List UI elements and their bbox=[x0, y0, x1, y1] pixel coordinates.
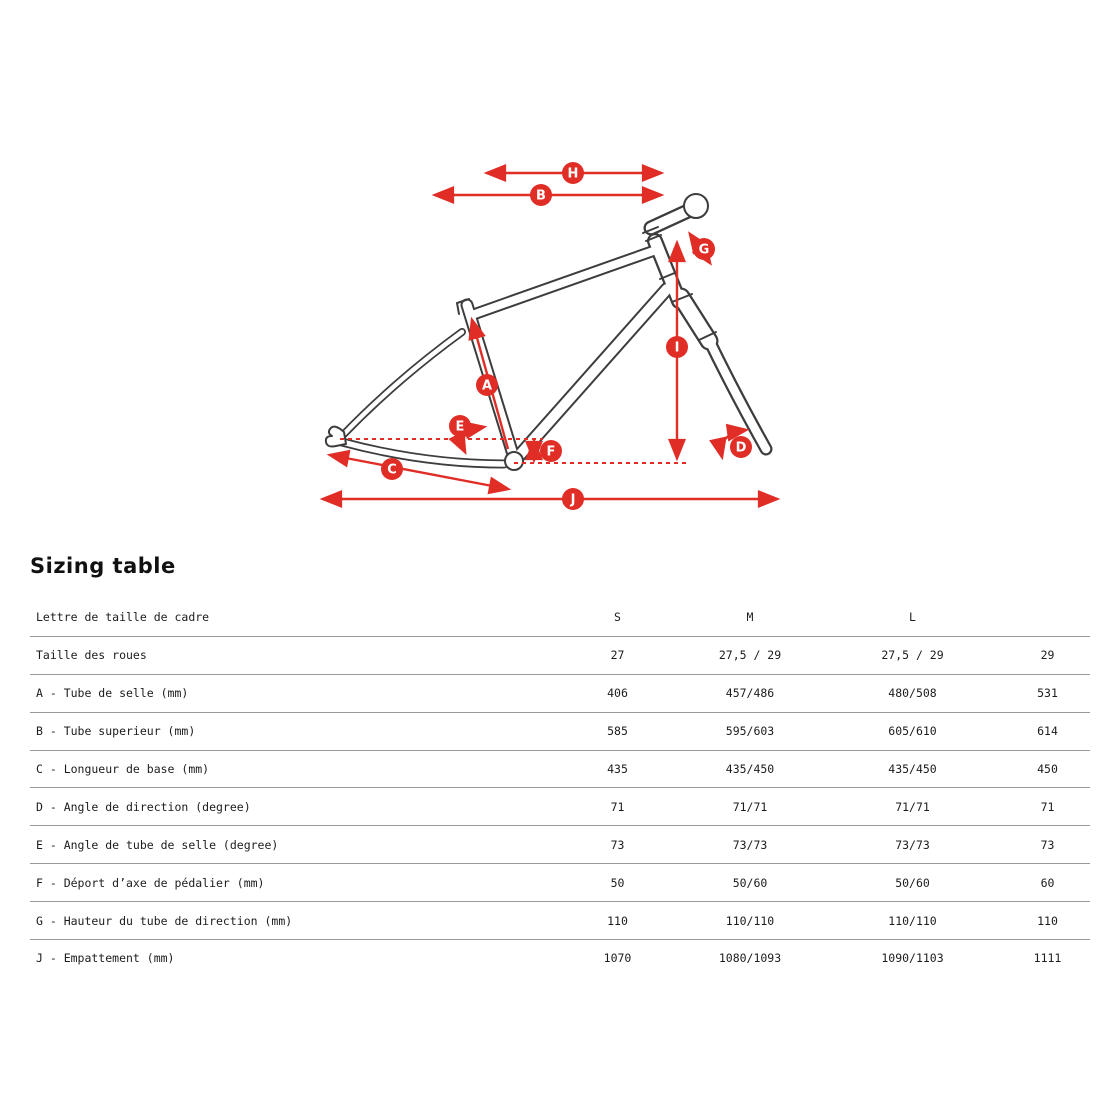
badge-letter-b: B bbox=[536, 188, 546, 204]
header-col-4 bbox=[1005, 599, 1090, 636]
badge-letter-f: F bbox=[546, 444, 556, 460]
badge-i bbox=[666, 336, 688, 358]
row-label: C - Longueur de base (mm) bbox=[30, 750, 555, 788]
cell-value: 110 bbox=[555, 902, 680, 940]
bottom-bracket-circle bbox=[505, 452, 523, 470]
cell-value: 110/110 bbox=[680, 902, 820, 940]
cell-value: 27,5 / 29 bbox=[680, 636, 820, 674]
cell-value: 27,5 / 29 bbox=[820, 636, 1005, 674]
cell-value: 1080/1093 bbox=[718, 951, 782, 966]
row-label: F - Déport d’axe de pédalier (mm) bbox=[30, 864, 555, 902]
cell-value: 435 bbox=[555, 750, 680, 788]
table-row bbox=[30, 940, 1090, 977]
badge-j bbox=[562, 488, 584, 510]
cell-value: 73/73 bbox=[820, 826, 1005, 864]
row-label: A - Tube de selle (mm) bbox=[30, 674, 555, 712]
badge-letter-i: I bbox=[674, 340, 680, 356]
cell-value: 60 bbox=[1005, 864, 1090, 902]
badge-letter-j: J bbox=[570, 492, 576, 508]
row-label: Taille des roues bbox=[30, 636, 555, 674]
bike-geometry-diagram bbox=[0, 0, 1111, 545]
bike-frame-drawing bbox=[326, 194, 766, 470]
row-label: G - Hauteur du tube de direction (mm) bbox=[30, 902, 555, 940]
cell-value: 71 bbox=[1005, 788, 1090, 826]
row-label: B - Tube superieur (mm) bbox=[30, 712, 555, 750]
cell-value: 595/603 bbox=[680, 712, 820, 750]
badge-letter-g: G bbox=[698, 242, 710, 258]
cell-value: 50/60 bbox=[680, 864, 820, 902]
badge-d bbox=[730, 436, 752, 458]
badge-a bbox=[476, 374, 498, 396]
cell-value: 605/610 bbox=[820, 712, 1005, 750]
cell-value: 71/71 bbox=[820, 788, 1005, 826]
row-label: E - Angle de tube de selle (degree) bbox=[30, 826, 555, 864]
table-row bbox=[30, 864, 1090, 902]
badge-g bbox=[693, 238, 715, 260]
cell-value: 406 bbox=[555, 674, 680, 712]
cell-value: 71 bbox=[555, 788, 680, 826]
badge-letter-h: H bbox=[567, 166, 579, 182]
badge-f bbox=[540, 440, 562, 462]
cell-value: 73/73 bbox=[680, 826, 820, 864]
header-label: Lettre de taille de cadre bbox=[30, 599, 555, 636]
page-title: Sizing table bbox=[30, 554, 176, 578]
cell-value: 110 bbox=[1005, 902, 1090, 940]
table-row bbox=[30, 712, 1090, 750]
header-col-m: M bbox=[680, 599, 820, 636]
cell-value: 27 bbox=[555, 636, 680, 674]
table-row bbox=[30, 788, 1090, 826]
badge-letter-a: A bbox=[481, 378, 493, 394]
cell-value: 480/508 bbox=[820, 674, 1005, 712]
cell-value: 585 bbox=[555, 712, 680, 750]
sizing-table bbox=[30, 599, 1090, 977]
table-row bbox=[30, 636, 1090, 674]
cell-value: 71/71 bbox=[680, 788, 820, 826]
handlebar-grip-circle bbox=[684, 194, 708, 218]
table-header-row bbox=[30, 599, 1090, 636]
badge-h bbox=[562, 162, 584, 184]
header-col-s: S bbox=[555, 599, 680, 636]
badge-e bbox=[449, 415, 471, 437]
cell-value: 110/110 bbox=[820, 902, 1005, 940]
badge-c bbox=[381, 458, 403, 480]
badge-b bbox=[530, 184, 552, 206]
table-row bbox=[30, 826, 1090, 864]
cell-value: 50 bbox=[555, 864, 680, 902]
header-col-l: L bbox=[820, 599, 1005, 636]
cell-value: 435/450 bbox=[680, 750, 820, 788]
cell-value: 73 bbox=[1005, 826, 1090, 864]
cell-value: 1090/1103 bbox=[881, 951, 944, 966]
table-row bbox=[30, 902, 1090, 940]
cell-value: 50/60 bbox=[820, 864, 1005, 902]
badge-letter-d: D bbox=[735, 440, 747, 456]
table-row bbox=[30, 750, 1090, 788]
cell-value: 1111 bbox=[1033, 951, 1062, 966]
cell-value: 614 bbox=[1005, 712, 1090, 750]
cell-value: 435/450 bbox=[820, 750, 1005, 788]
sizing-table-container bbox=[30, 599, 1090, 977]
row-label: D - Angle de direction (degree) bbox=[30, 788, 555, 826]
cell-value: 457/486 bbox=[680, 674, 820, 712]
cell-value: 29 bbox=[1005, 636, 1090, 674]
cell-value: 73 bbox=[555, 826, 680, 864]
cell-value: 450 bbox=[1005, 750, 1090, 788]
cell-value: 1070 bbox=[603, 951, 632, 966]
cell-value: 531 bbox=[1005, 674, 1090, 712]
badge-letter-e: E bbox=[455, 419, 465, 435]
table-row bbox=[30, 674, 1090, 712]
row-label: J - Empattement (mm) bbox=[36, 951, 175, 966]
badge-letter-c: C bbox=[387, 462, 397, 478]
